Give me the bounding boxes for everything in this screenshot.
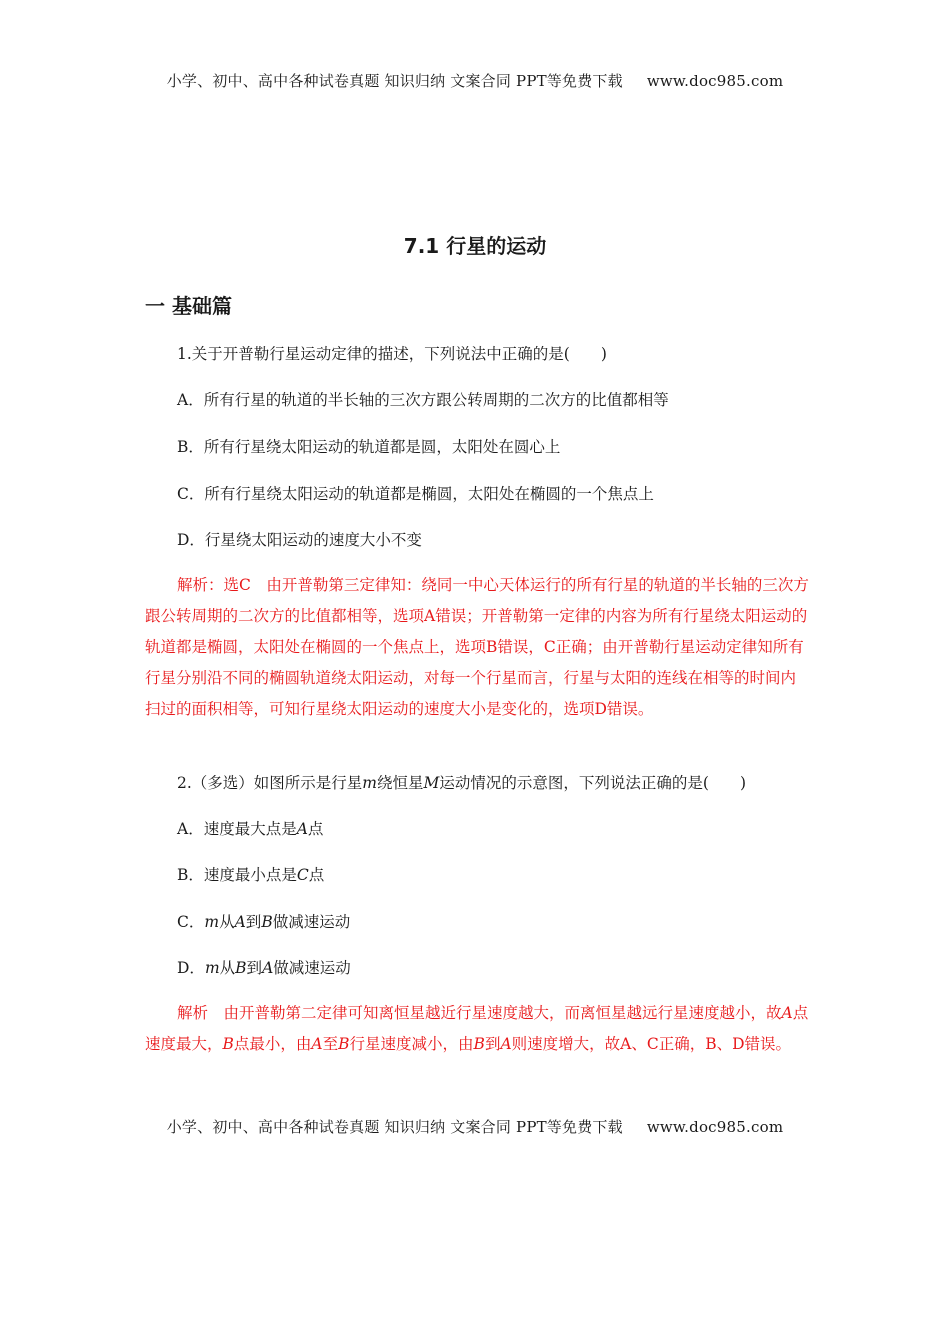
q2-b-post: 点 bbox=[308, 866, 325, 884]
q2-d-from: 从 bbox=[219, 959, 236, 977]
q2-d-pre: D． bbox=[177, 959, 205, 977]
q2-an-v4: B bbox=[338, 1035, 350, 1053]
q2-an-s6: 到 bbox=[484, 1035, 501, 1053]
q2-an-s5: 行星速度减小，由 bbox=[349, 1035, 474, 1053]
q2-stem-pre: 2.（多选）如图所示是行星 bbox=[177, 774, 363, 792]
q2-an-v3: A bbox=[311, 1035, 323, 1053]
footer-url[interactable]: www.doc985.com bbox=[646, 1118, 784, 1136]
page-footer bbox=[0, 1116, 950, 1137]
q1-analysis bbox=[145, 570, 810, 725]
q2-c-v2: B bbox=[261, 913, 273, 931]
header-text: 小学、初中、高中各种试卷真题 知识归纳 文案合同 PPT等免费下载 bbox=[166, 72, 623, 90]
q2-var-m: m bbox=[362, 774, 377, 792]
q2-analysis bbox=[145, 998, 810, 1060]
q2-d-to: 到 bbox=[246, 959, 263, 977]
q2-c-pre: C． bbox=[177, 913, 205, 931]
section-heading: 一 基础篇 bbox=[145, 294, 232, 318]
q2-var-M: M bbox=[423, 774, 440, 792]
q2-c-post: 做减速运动 bbox=[272, 913, 351, 931]
q2-an-s7: 则速度增大，故A、C正确，B、D错误。 bbox=[511, 1035, 792, 1053]
q2-an-v2: B bbox=[222, 1035, 234, 1053]
q2-an-v5: B bbox=[473, 1035, 485, 1053]
q2-c-m: m bbox=[204, 913, 220, 931]
q2-an-v1: A bbox=[781, 1004, 793, 1022]
header-url[interactable]: www.doc985.com bbox=[646, 72, 784, 90]
q2-an-s1: 解析 由开普勒第二定律可知离恒星越近行星速度越大，而离恒星越远行星速度越小，故 bbox=[177, 1004, 782, 1022]
q2-option-d bbox=[177, 956, 351, 978]
q2-d-m: m bbox=[204, 959, 220, 977]
q2-d-post: 做减速运动 bbox=[273, 959, 351, 977]
q2-a-var: A bbox=[296, 820, 308, 838]
q2-a-post: 点 bbox=[307, 820, 324, 838]
page-header bbox=[0, 70, 950, 91]
q1-option-b: B．所有行星绕太阳运动的轨道都是圆，太阳处在圆心上 bbox=[177, 438, 561, 456]
q2-an-v6: A bbox=[500, 1035, 512, 1053]
q2-d-v2: A bbox=[262, 959, 274, 977]
q1-analysis-text: 解析：选C 由开普勒第三定律知：绕同一中心天体运行的所有行星的轨道的半长轴的三次方跟公转周期的二次方的比值都相等，选项A错误；开普勒第一定律的内容为所有行星绕太阳运动的轨道都是椭圆，太阳处在椭圆的一个焦点上，选项B错误，C正确；由开普勒行星运动定律知所有行星分别沿不同的椭圆轨道绕太阳运动，对每一个行星而言，行星与太阳的连线在相等的时间内扫过的面积相等，可知行星绕太阳运动的速度大小是变化的，选项D错误。 bbox=[145, 576, 809, 718]
q1-option-a: A．所有行星的轨道的半长轴的三次方跟公转周期的二次方的比值都相等 bbox=[177, 391, 669, 409]
q2-an-s2: 点速度最大， bbox=[145, 1004, 809, 1053]
q2-an-s4: 至 bbox=[322, 1035, 339, 1053]
footer-text: 小学、初中、高中各种试卷真题 知识归纳 文案合同 PPT等免费下载 bbox=[166, 1118, 623, 1136]
q2-stem-post: 运动情况的示意图，下列说法正确的是( ) bbox=[439, 774, 746, 792]
q2-a-pre: A．速度最大点是 bbox=[177, 820, 297, 838]
q2-option-a bbox=[177, 817, 323, 839]
q2-option-b bbox=[177, 863, 324, 885]
q2-stem bbox=[177, 771, 746, 793]
q2-option-c bbox=[177, 910, 350, 932]
q1-option-d: D．行星绕太阳运动的速度大小不变 bbox=[177, 531, 422, 549]
q1-option-c: C．所有行星绕太阳运动的轨道都是椭圆，太阳处在椭圆的一个焦点上 bbox=[177, 485, 654, 503]
q2-stem-mid: 绕恒星 bbox=[377, 774, 424, 792]
q2-c-v1: A bbox=[234, 913, 246, 931]
q2-b-pre: B．速度最小点是 bbox=[177, 866, 297, 884]
q2-b-var: C bbox=[296, 866, 309, 884]
page-title: 7.1 行星的运动 bbox=[403, 234, 547, 258]
q2-an-s3: 点最小，由 bbox=[233, 1035, 312, 1053]
q2-d-v1: B bbox=[235, 959, 247, 977]
q1-stem: 1.关于开普勒行星运动定律的描述，下列说法中正确的是( ) bbox=[177, 345, 607, 363]
q2-c-to: 到 bbox=[245, 913, 262, 931]
q2-c-from: 从 bbox=[219, 913, 235, 931]
